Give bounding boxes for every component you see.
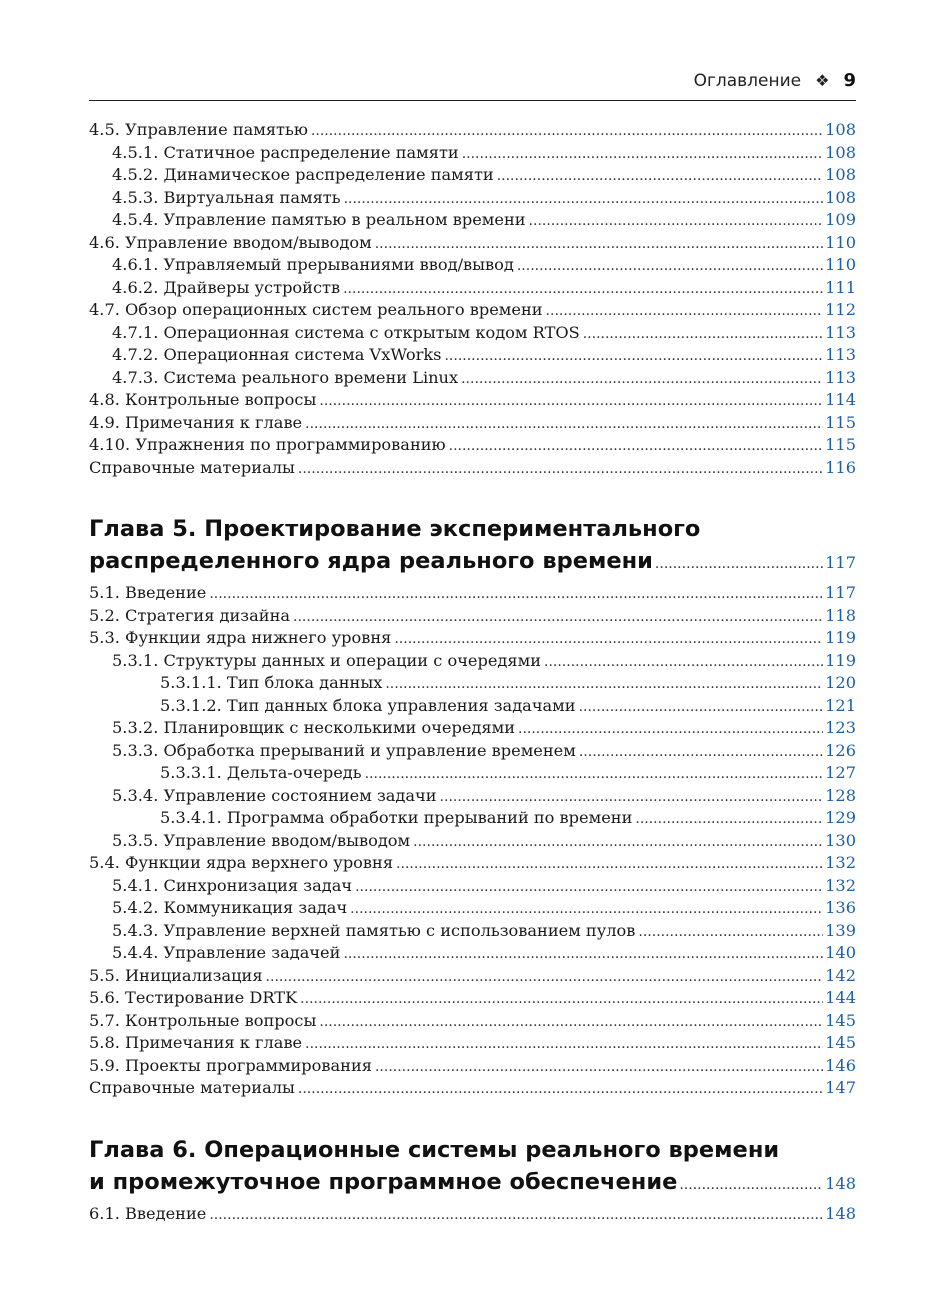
dot-leader xyxy=(655,548,823,581)
toc-entry-label: Справочные материалы xyxy=(89,457,295,477)
toc-entry-label: 4.8. Контрольные вопросы xyxy=(89,390,317,409)
dot-leader xyxy=(444,345,823,368)
toc-entry-label: 4.6.1. Управляемый прерываниями ввод/вывод xyxy=(112,255,514,274)
dot-leader xyxy=(319,1011,823,1034)
toc-entry-page[interactable]: 117 xyxy=(825,583,856,602)
toc-entry-page[interactable]: 111 xyxy=(825,277,856,297)
dot-leader xyxy=(365,763,824,786)
toc-entry-label: 5.3.4.1. Программа обработки прерываний по времени xyxy=(160,808,633,827)
toc-entry-label: 5.3. Функции ядра нижнего уровня xyxy=(89,628,392,647)
dot-leader xyxy=(298,1078,823,1101)
toc-entry[interactable] xyxy=(89,830,856,853)
dot-leader xyxy=(305,1033,823,1056)
toc-entry-page[interactable]: 116 xyxy=(825,457,856,477)
toc-entry[interactable] xyxy=(89,920,856,943)
dot-leader xyxy=(638,921,823,944)
toc-entry[interactable] xyxy=(89,1032,856,1055)
dot-leader xyxy=(375,233,823,256)
dot-leader xyxy=(209,1204,823,1227)
toc-entry[interactable] xyxy=(89,389,856,412)
dot-leader xyxy=(440,786,824,809)
dot-leader xyxy=(579,696,824,719)
toc-entry[interactable] xyxy=(89,762,856,785)
dot-leader xyxy=(461,368,823,391)
toc-entry[interactable] xyxy=(89,740,856,763)
toc-entry-label: 5.3.3.1. Дельта-очередь xyxy=(160,763,362,782)
toc-entry-page[interactable]: 126 xyxy=(825,740,856,760)
toc-entry-label: 5.3.1. Структуры данных и операции с очередями xyxy=(112,650,541,670)
toc-entry-page[interactable]: 144 xyxy=(825,988,856,1007)
chapter-title-line2: и промежуточное программное обеспечение xyxy=(89,1168,678,1195)
toc-entry[interactable] xyxy=(89,582,856,605)
dot-leader xyxy=(396,853,823,876)
toc-entry-page[interactable]: 132 xyxy=(825,853,856,872)
toc-entry-label: 4.5. Управление памятью xyxy=(89,120,308,139)
toc-entry-page[interactable]: 140 xyxy=(825,943,856,962)
toc-entry[interactable] xyxy=(89,457,856,480)
toc-entry-page[interactable]: 114 xyxy=(825,390,856,409)
dot-leader xyxy=(546,300,824,323)
chapter-6-heading[interactable] xyxy=(89,1134,856,1199)
toc-entry-page[interactable]: 146 xyxy=(825,1055,856,1075)
toc-entry-label: 5.3.4. Управление состоянием задачи xyxy=(112,785,437,805)
toc-entry-label: 5.1. Введение xyxy=(89,583,207,602)
dot-leader xyxy=(305,413,823,436)
chapter-title-line1: Глава 5. Проектирование экспериментального xyxy=(89,516,701,542)
toc-entry[interactable] xyxy=(89,897,856,920)
toc-entry-page[interactable]: 110 xyxy=(825,255,856,274)
toc-entry-label: 5.3.1.1. Тип блока данных xyxy=(160,673,383,692)
toc-entry-page[interactable]: 108 xyxy=(825,165,856,184)
toc-entry-label: 5.2. Стратегия дизайна xyxy=(89,605,291,625)
chapter-title-line1: Глава 6. Операционные системы реального времени xyxy=(89,1136,780,1163)
dot-leader xyxy=(462,143,823,166)
dot-leader xyxy=(298,458,823,481)
header-title: Оглавление xyxy=(693,71,802,91)
dot-leader xyxy=(518,718,823,741)
toc-entry-page[interactable]: 129 xyxy=(825,808,856,827)
toc-entry-page[interactable]: 113 xyxy=(825,367,856,387)
toc-entry-label: 4.6.2. Драйверы устройств xyxy=(112,277,341,297)
toc-entry[interactable] xyxy=(89,254,856,277)
dot-leader xyxy=(375,1056,823,1079)
toc-entry-page[interactable]: 136 xyxy=(825,898,856,917)
toc-entry-label: 5.4.3. Управление верхней памятью с использованием пулов xyxy=(112,920,636,940)
toc-entry-label: 5.7. Контрольные вопросы xyxy=(89,1010,317,1030)
toc-entry[interactable] xyxy=(89,1055,856,1078)
toc-entry-label: 5.4.2. Коммуникация задач xyxy=(112,898,348,917)
toc-entry[interactable] xyxy=(89,965,856,988)
toc-entry[interactable] xyxy=(89,942,856,965)
toc-entry[interactable] xyxy=(89,1010,856,1033)
toc-entry-page[interactable]: 113 xyxy=(825,345,856,364)
toc-entry[interactable] xyxy=(89,322,856,345)
toc-entry[interactable] xyxy=(89,119,856,142)
toc-entry-page[interactable]: 142 xyxy=(825,965,856,985)
toc-entry[interactable] xyxy=(89,277,856,300)
toc-entry-page[interactable]: 109 xyxy=(825,210,856,229)
chapter-page-number: 117 xyxy=(825,553,856,572)
toc-entry[interactable] xyxy=(89,299,856,322)
running-header xyxy=(89,70,856,101)
toc-entry[interactable] xyxy=(89,987,856,1010)
toc-entry-label: 4.7.3. Система реального времени Linux xyxy=(112,367,459,387)
dot-leader xyxy=(497,165,823,188)
toc-entry-label: 4.5.2. Динамическое распределение памяти xyxy=(112,165,494,184)
toc-entry[interactable] xyxy=(89,807,856,830)
toc-entry-label: Справочные материалы xyxy=(89,1078,295,1097)
ornament-icon: ❖ xyxy=(815,71,830,90)
toc-entry-page[interactable]: 119 xyxy=(825,628,856,647)
dot-leader xyxy=(343,943,823,966)
chapter-title-line2: распределенного ядра реального времени xyxy=(89,548,653,574)
toc-entry[interactable] xyxy=(89,650,856,673)
dot-leader xyxy=(544,651,823,674)
toc-entry-label: 5.3.2. Планировщик с несколькими очередями xyxy=(112,718,515,737)
toc-entry-label: 4.6. Управление вводом/выводом xyxy=(89,232,372,252)
toc-entry-page[interactable]: 110 xyxy=(825,232,856,252)
toc-entry-page[interactable]: 147 xyxy=(825,1078,856,1097)
toc-entry[interactable] xyxy=(89,785,856,808)
dot-leader xyxy=(385,673,823,696)
toc-page xyxy=(89,70,856,1225)
toc-entry-page[interactable]: 128 xyxy=(825,785,856,805)
toc-entry-label: 4.5.1. Статичное распределение памяти xyxy=(112,142,459,162)
toc-entry-label: 4.7. Обзор операционных систем реального времени xyxy=(89,300,543,319)
toc-entry[interactable] xyxy=(89,344,856,367)
toc-entry-label: 6.1. Введение xyxy=(89,1203,207,1223)
toc-entry-label: 4.5.4. Управление памятью в реальном времени xyxy=(112,210,526,229)
toc-entry-page[interactable]: 112 xyxy=(825,300,856,319)
dot-leader xyxy=(355,876,823,899)
dot-leader xyxy=(209,583,823,606)
toc-entry[interactable] xyxy=(89,627,856,650)
dot-leader xyxy=(394,628,823,651)
toc-entry-page[interactable]: 120 xyxy=(825,673,856,692)
toc-entry-page[interactable]: 108 xyxy=(825,142,856,162)
toc-entry-label: 5.4.1. Синхронизация задач xyxy=(112,875,353,895)
dot-leader xyxy=(266,966,824,989)
dot-leader xyxy=(679,1169,823,1202)
toc-entry[interactable] xyxy=(89,695,856,718)
dot-leader xyxy=(311,120,823,143)
toc-entry-page[interactable]: 130 xyxy=(825,830,856,850)
page-number: 9 xyxy=(843,70,856,91)
dot-leader xyxy=(350,898,823,921)
toc-entry-page[interactable]: 121 xyxy=(825,695,856,715)
toc-entry-page[interactable]: 115 xyxy=(825,435,856,454)
toc-entry-label: 5.4. Функции ядра верхнего уровня xyxy=(89,853,394,872)
toc-entry-label: 4.5.3. Виртуальная память xyxy=(112,187,341,207)
dot-leader xyxy=(293,606,823,629)
toc-entry-label: 5.3.1.2. Тип данных блока управления задачами xyxy=(160,695,576,715)
toc-entry-page[interactable]: 123 xyxy=(825,718,856,737)
dot-leader xyxy=(413,831,823,854)
toc-entry-label: 5.9. Проекты программирования xyxy=(89,1055,372,1075)
dot-leader xyxy=(449,435,823,458)
toc-entry-page[interactable]: 145 xyxy=(825,1033,856,1052)
toc-entry-page[interactable]: 145 xyxy=(825,1010,856,1030)
toc-entry[interactable] xyxy=(89,434,856,457)
dot-leader xyxy=(517,255,823,278)
dot-leader xyxy=(583,323,823,346)
toc-entry-page[interactable]: 113 xyxy=(825,322,856,342)
toc-entry-page[interactable]: 148 xyxy=(825,1203,856,1223)
toc-entry-page[interactable]: 108 xyxy=(825,120,856,139)
toc-entry-page[interactable]: 118 xyxy=(825,605,856,625)
toc-entry[interactable] xyxy=(89,142,856,165)
toc-entry[interactable] xyxy=(89,412,856,435)
toc-entry[interactable] xyxy=(89,232,856,255)
toc-entry[interactable] xyxy=(89,672,856,695)
toc-entry[interactable] xyxy=(89,187,856,210)
toc-entry[interactable] xyxy=(89,1203,856,1226)
toc-entry-label: 5.5. Инициализация xyxy=(89,965,263,985)
chapter-5-heading[interactable] xyxy=(89,513,856,578)
toc-entry-label: 5.8. Примечания к главе xyxy=(89,1033,303,1052)
toc-entry[interactable] xyxy=(89,164,856,187)
toc-entry-page[interactable]: 115 xyxy=(825,412,856,432)
dot-leader xyxy=(319,390,823,413)
toc-entry[interactable] xyxy=(89,717,856,740)
toc-entry[interactable] xyxy=(89,605,856,628)
toc-entry-page[interactable]: 132 xyxy=(825,875,856,895)
toc-entry-page[interactable]: 127 xyxy=(825,763,856,782)
toc-list-chapter6 xyxy=(89,1203,856,1226)
toc-entry[interactable] xyxy=(89,209,856,232)
toc-entry-label: 4.7.1. Операционная система с открытым кодом RTOS xyxy=(112,322,580,342)
dot-leader xyxy=(344,188,824,211)
toc-entry[interactable] xyxy=(89,1077,856,1100)
chapter-page-number: 148 xyxy=(825,1173,856,1193)
dot-leader xyxy=(579,741,823,764)
dot-leader xyxy=(300,988,823,1011)
toc-entry-page[interactable]: 108 xyxy=(825,187,856,207)
toc-entry[interactable] xyxy=(89,852,856,875)
toc-entry-label: 5.3.3. Обработка прерываний и управление временем xyxy=(112,740,576,760)
toc-list-chapter5 xyxy=(89,582,856,1100)
toc-entry-label: 5.4.4. Управление задачей xyxy=(112,943,341,962)
dot-leader xyxy=(343,278,823,301)
toc-entry-label: 5.6. Тестирование DRTK xyxy=(89,988,298,1007)
dot-leader xyxy=(529,210,824,233)
toc-entry[interactable] xyxy=(89,875,856,898)
toc-entry[interactable] xyxy=(89,367,856,390)
toc-entry-label: 4.10. Упражнения по программированию xyxy=(89,435,446,454)
toc-entry-page[interactable]: 139 xyxy=(825,920,856,940)
toc-entry-page[interactable]: 119 xyxy=(825,650,856,670)
toc-entry-label: 5.3.5. Управление вводом/выводом xyxy=(112,830,411,850)
toc-entry-label: 4.7.2. Операционная система VxWorks xyxy=(112,345,442,364)
toc-entry-label: 4.9. Примечания к главе xyxy=(89,412,303,432)
toc-list-chapter4 xyxy=(89,119,856,479)
dot-leader xyxy=(635,808,823,831)
